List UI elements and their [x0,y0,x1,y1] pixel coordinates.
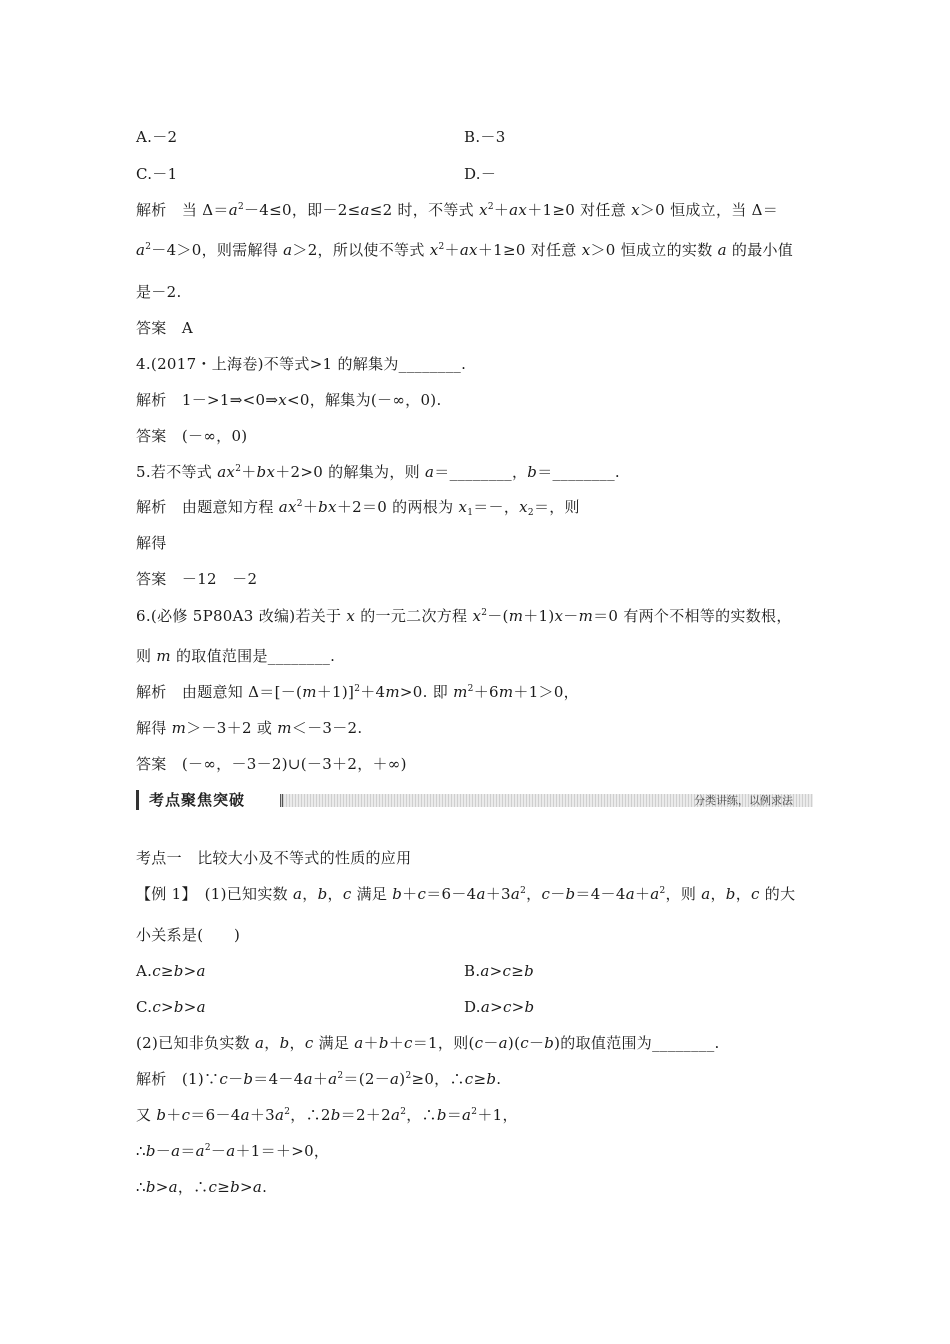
q5-question: 5.若不等式 $ax^2+bx+2>0$ 的解集为，则 a＝________，b＝________. [136,463,620,481]
q4-answer: 答案 (－∞，0) [136,427,248,445]
example1-option-a: A.c≥b>a [136,962,206,980]
q6-analysis: 解析 由题意知 $\Delta=[-(m+1)]^2+4m>0$. 即 $m^2+6m+1>0$， [136,683,579,701]
q6-solve: 解得 m＞－3＋2 或 m＜－3－2. [136,719,363,737]
q3-analysis-line2: $a^2-4>0$，则需解得 a＞2，所以使不等式 $x^2+ax+1\ge 0$ 对任意 x＞0 恒成立的实数 a 的最小值 [136,241,794,259]
q5-analysis: 解析 由题意知方程 $ax^2+bx+2=0$ 的两根为 $x_1=-$，$x_2=$，则 [136,498,580,518]
q6-question-line1: 6.(必修 5P80A3 改编)若关于 x 的一元二次方程 $x^2-(m+1)x-m=0$ 有两个不相等的实数根， [136,607,792,625]
example1-option-d: D.a>c>b [464,998,535,1016]
banner-title: 考点聚焦突破 [136,790,249,810]
option-c: C.－1 [136,165,178,183]
banner-stripe [280,794,813,807]
topic-heading: 考点一 比较大小及不等式的性质的应用 [136,849,412,867]
option-d: D.－ [464,165,497,183]
example1-option-b: B.a>c≥b [464,962,534,980]
q3-analysis-line1: 解析 当 $\Delta=a^2-4\le 0$，即－2≤a≤2 时，不等式 $x^2+ax+1\ge 0$ 对任意 x＞0 恒成立，当 Δ＝ [136,201,779,219]
section-banner [136,790,810,810]
q5-solve: 解得 [136,534,167,552]
option-b: B.－3 [464,128,506,146]
banner-subtitle: 分类讲练，以例求法 [694,794,793,807]
example1-solution-line3: $\therefore b-a=a^2-a+1=+>0$， [136,1142,330,1160]
q3-answer: 答案 A [136,319,194,337]
example1-option-c: C.c>b>a [136,998,206,1016]
q5-answer: 答案 －12 －2 [136,570,258,588]
q4-question: 4.(2017・上海卷)不等式>1 的解集为________. [136,355,467,373]
option-a: A.－2 [136,128,178,146]
example1-part2: (2)已知非负实数 a，b，c 满足 a＋b＋c＝1，则(c－a)(c－b)的取值范围为________. [136,1034,720,1052]
q3-analysis-line3: 是－2. [136,283,182,301]
q4-analysis: 解析 1－>1⇒<0⇒x<0，解集为(－∞，0). [136,391,442,409]
q6-question-line2: 则 m 的取值范围是________. [136,647,336,665]
example1-solution-line4: ∴b>a，∴c≥b>a. [136,1178,268,1196]
example1-line2: 小关系是( ) [136,926,241,944]
example1-solution-line2: 又 $b+c=6-4a+3a^2$，$\therefore 2b=2+2a^2$，$\therefore b=a^2+1$， [136,1106,518,1124]
example1-line1: 【例 1】 (1)已知实数 a，b，c 满足 $b+c=6-4a+3a^2$，$c-b=4-4a+a^2$，则 a，b，c 的大 [136,885,796,903]
q6-answer: 答案 (－∞，－3－2)∪(－3＋2，＋∞) [136,755,407,773]
example1-solution-line1: 解析 $(1)\because c-b=4-4a+a^2=(2-a)^2\ge 0$，∴c≥b. [136,1070,502,1088]
